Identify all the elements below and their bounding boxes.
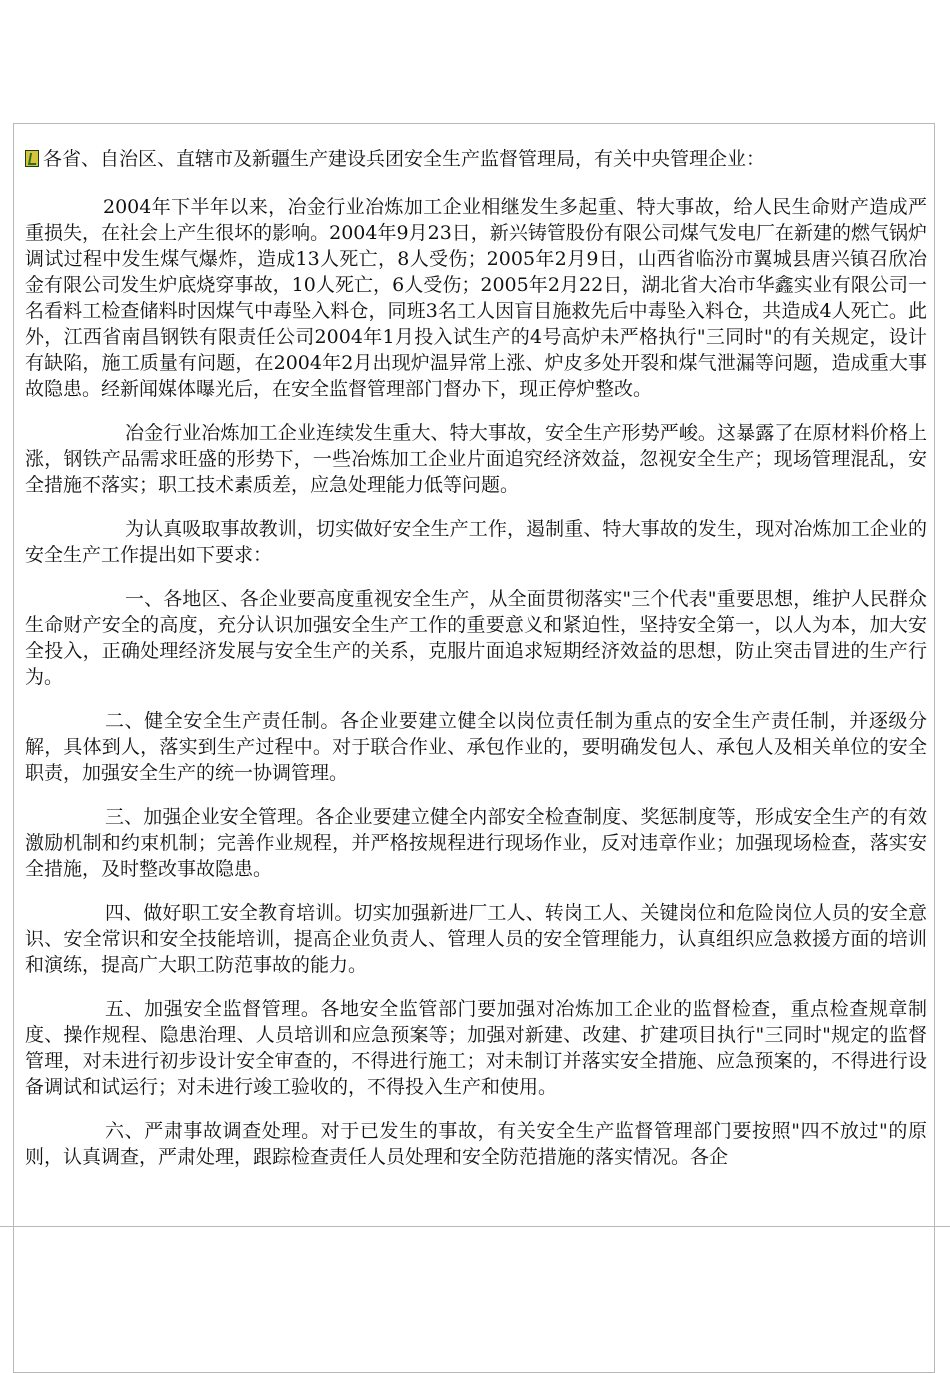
document-icon [25,150,39,167]
paragraph-situation: 冶金行业冶炼加工企业连续发生重大、特大事故，安全生产形势严峻。这暴露了在原材料价格上涨，钢铁产品需求旺盛的形势下，一些冶炼加工企业片面追究经济效益，忽视安全生产；现场管理混乱，安全措施不落实；职工技术素质差，应急处理能力低等问题。 [25,422,927,496]
paragraph-intro: 2004年下半年以来，冶金行业冶炼加工企业相继发生多起重、特大事故，给人民生命财产造成严重损失，在社会上产生很坏的影响。2004年9月23日，新兴铸管股份有限公司煤气发电厂在新建的燃气锅炉调试过程中发生煤气爆炸，造成13人死亡，8人受伤；2005年2月9日，山西省临汾市翼城县唐兴镇召欣冶金有限公司发生炉底烧穿事故，10人死亡，6人受伤；2005年2月22日，湖北省大冶市华鑫实业有限公司一名看料工检查储料时因煤气中毒坠入料仓，同班3名工人因盲目施救先后中毒坠入料仓，共造成4人死亡。此外，江西省南昌钢铁有限责任公司2004年1月投入试生产的4号高炉未严格执行"三同时"的有关规定，设计有缺陷，施工质量有问题，在2004年2月出现炉温异常上涨、炉皮多处开裂和煤气泄漏等问题，造成重大事故隐患。经新闻媒体曝光后，在安全监督管理部门督办下，现正停炉整改。 [25,196,927,400]
paragraph-item-1: 一、各地区、各企业要高度重视安全生产，从全面贯彻落实"三个代表"重要思想，维护人民群众生命财产安全的高度，充分认识加强安全生产工作的重要意义和紧迫性，坚持安全第一，以人为本，加大安全投入，正确处理经济发展与安全生产的关系，克服片面追求短期经济效益的思想，防止突击冒进的生产行为。 [25,588,927,688]
paragraph-item-2: 二、健全安全生产责任制。各企业要建立健全以岗位责任制为重点的安全生产责任制，并逐级分解，具体到人，落实到生产过程中。对于联合作业、承包作业的，要明确发包人、承包人及相关单位的安全职责，加强安全生产的统一协调管理。 [25,710,927,784]
paragraph-item-4: 四、做好职工安全教育培训。切实加强新进厂工人、转岗工人、关键岗位和危险岗位人员的安全意识、安全常识和安全技能培训，提高企业负责人、管理人员的安全管理能力，认真组织应急救援方面的培训和演练，提高广大职工防范事故的能力。 [25,902,927,976]
paragraph-item-6: 六、严肃事故调查处理。对于已发生的事故，有关安全生产监督管理部门要按照"四不放过"的原则，认真调查，严肃处理，跟踪检查责任人员处理和安全防范措施的落实情况。各企 [25,1120,927,1168]
paragraph-item-5: 五、加强安全监督管理。各地安全监管部门要加强对冶炼加工企业的监督检查，重点检查规章制度、操作规程、隐患治理、人员培训和应急预案等；加强对新建、改建、扩建项目执行"三同时"规定的监督管理，对未进行初步设计安全审查的，不得进行施工；对未制订并落实安全措施、应急预案的，不得进行设备调试和试运行；对未进行竣工验收的，不得投入生产和使用。 [25,998,927,1098]
salutation-line [25,146,927,172]
document-body [25,146,927,1188]
paragraph-item-3: 三、加强企业安全管理。各企业要建立健全内部安全检查制度、奖惩制度等，形成安全生产的有效激励机制和约束机制；完善作业规程，并严格按规程进行现场作业，反对违章作业；加强现场检查，落实安全措施，及时整改事故隐患。 [25,806,927,880]
paragraph-requirements-intro: 为认真吸取事故教训，切实做好安全生产工作，遏制重、特大事故的发生，现对冶炼加工企业的安全生产工作提出如下要求： [25,518,927,566]
page-break-rule [0,1226,950,1227]
salutation-text: 各省、自治区、直辖市及新疆生产建设兵团安全生产监督管理局，有关中央管理企业： [43,148,766,170]
